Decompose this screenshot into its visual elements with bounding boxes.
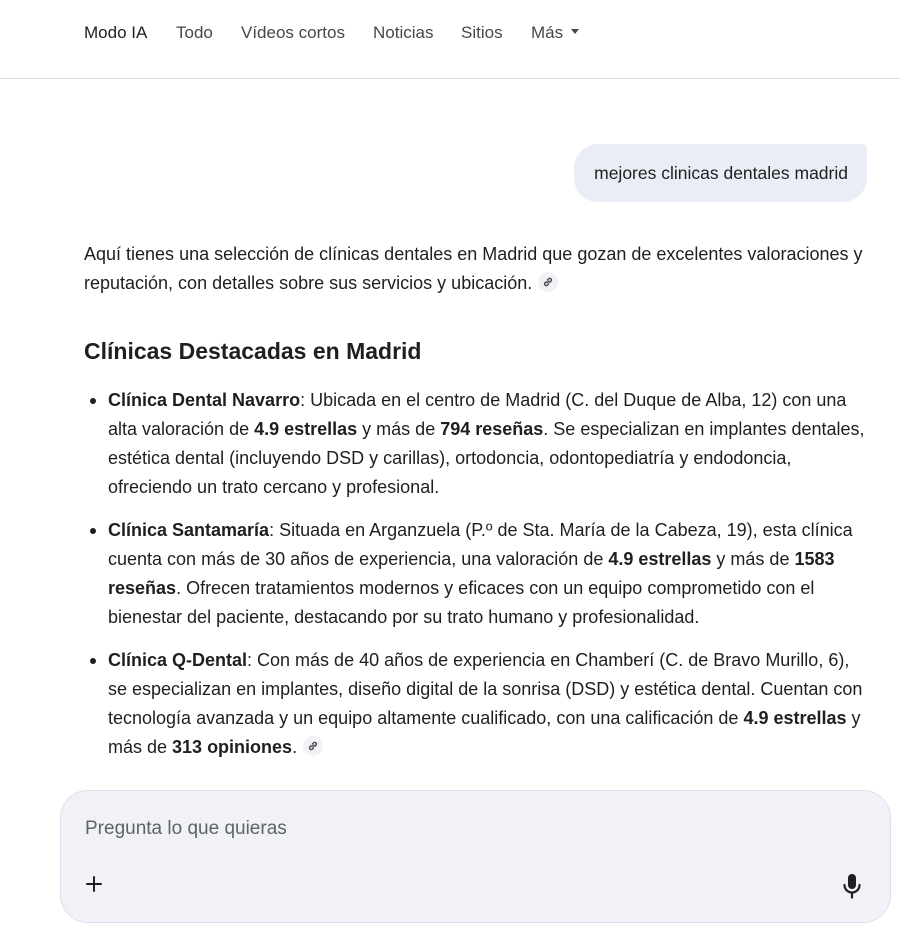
clinic-list [84,386,869,776]
mic-icon[interactable] [842,873,862,899]
clinic-text: . [292,737,298,757]
clinic-rating: 4.9 estrellas [608,549,712,569]
clinic-reviews: 313 opiniones [172,737,293,757]
answer-intro [84,240,864,298]
clinic-text: : Situada en Arganzuela (P.º de Sta. María de la Cabeza, 19), esta clínica cuenta con más de 30 años de experiencia, una valoración de [108,520,853,569]
tab-sitios[interactable]: Sitios [461,23,503,42]
tab-videos-cortos[interactable]: Vídeos cortos [241,23,345,42]
tab-todo[interactable]: Todo [176,23,213,42]
caret-down-icon [571,29,579,34]
list-item [84,386,869,502]
tab-modo-ia[interactable]: Modo IA [84,23,148,42]
prompt-input[interactable]: Pregunta lo que quieras [85,818,287,839]
top-navigation [0,0,900,79]
clinic-text: y más de [108,708,861,757]
tab-mas-label: Más [531,23,564,42]
clinic-reviews: 794 reseñas [440,419,544,439]
list-item [84,646,869,762]
clinic-rating: 4.9 estrellas [254,419,358,439]
prompt-composer[interactable] [60,790,891,923]
clinic-text: y más de [357,419,441,439]
plus-icon[interactable] [85,875,103,893]
clinic-name: Clínica Dental Navarro [108,390,301,410]
clinic-text: : Ubicada en el centro de Madrid (C. del Duque de Alba, 12) con una alta valoración de [108,390,847,439]
clinic-name: Clínica Q-Dental [108,650,248,670]
list-item [84,516,869,632]
clinic-reviews: 1583 reseñas [108,549,835,598]
clinic-rating: 4.9 estrellas [743,708,847,728]
section-title: Clínicas Destacadas en Madrid [84,338,422,364]
clinic-name: Clínica Santamaría [108,520,270,540]
tab-noticias[interactable]: Noticias [373,23,434,42]
clinic-text: . Se especializan en implantes dentales, estética dental (incluyendo DSD y carillas), ortodoncia, odontopediatría y endodoncia, ofreciendo un trato cercano y profesional. [108,419,865,497]
tab-mas[interactable] [531,23,579,43]
clinic-text: y más de [711,549,795,569]
source-link-icon[interactable] [303,736,323,756]
source-link-icon[interactable] [538,272,558,292]
clinic-text: : Con más de 40 años de experiencia en Chamberí (C. de Bravo Murillo, 6), se especializan en implantes, diseño digital de la sonrisa (DSD) y estética dental. Cuentan con tecnología avanzada y un equipo altamente cualificado, con una calificación de [108,650,863,728]
clinic-text: . Ofrecen tratamientos modernos y eficaces con un equipo comprometido con el bienestar del paciente, destacando por su trato humano y profesionalidad. [108,578,815,627]
user-query-bubble: mejores clinicas dentales madrid [574,144,867,202]
intro-text: Aquí tienes una selección de clínicas dentales en Madrid que gozan de excelentes valoraciones y reputación, con detalles sobre sus servicios y ubicación. [84,244,863,293]
